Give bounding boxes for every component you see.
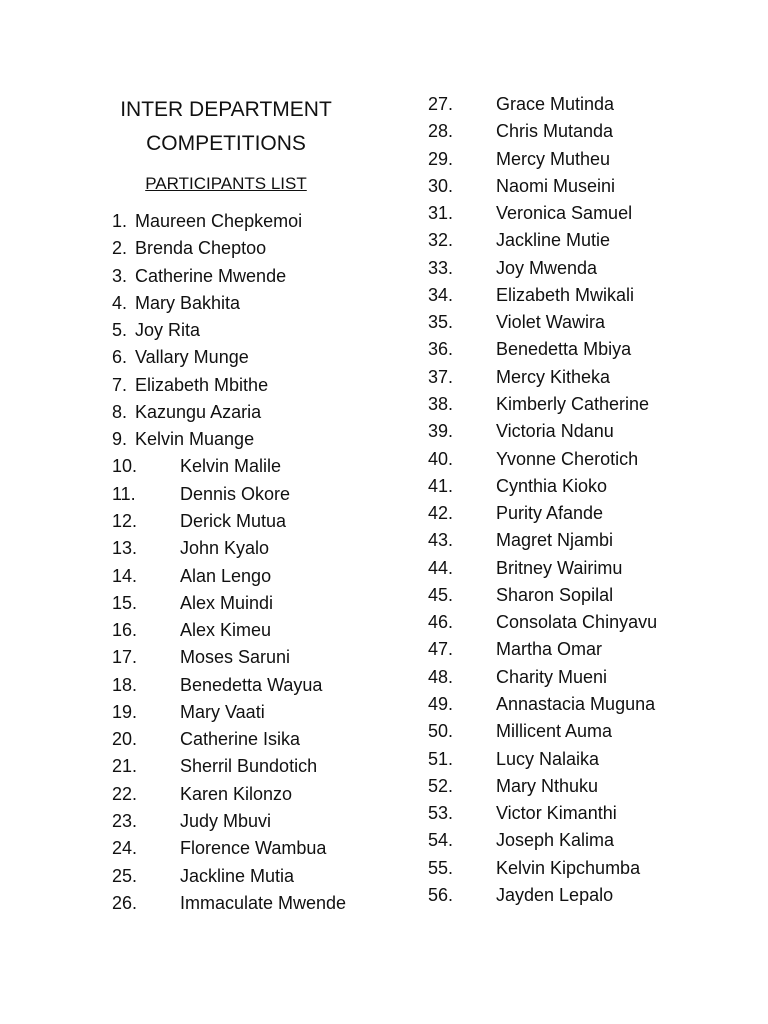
participant-name: Dennis Okore [180,483,291,504]
participant-name: Benedetta Wayua [180,674,323,695]
participant-number: 1. [112,211,128,231]
participant-name: Jackline Mutia [180,865,295,886]
participant-number: 7. [112,374,128,395]
participant-number: 16. [112,620,138,640]
participant-number: 37. [428,366,454,387]
participant-number: 46. [428,612,454,633]
participant-name: Grace Mutinda [496,94,615,114]
participant-number: 13. [112,538,138,559]
participant-number: 45. [428,584,454,605]
participant-number: 40. [428,448,454,469]
participant-number: 34. [428,284,454,305]
participants-list-heading: PARTICIPANTS LIST [145,174,307,193]
participant-name: Mary Vaati [180,701,265,722]
participant-number: 30. [428,175,454,196]
participant-name: Lucy Nalaika [496,748,600,769]
participant-name: Mary Bakhita [135,292,241,313]
participant-number: 5. [112,320,128,341]
participant-name: Magret Njambi [496,530,614,551]
participant-number: 32. [428,230,454,251]
participant-number: 2. [112,238,128,259]
participant-number: 8. [112,401,128,422]
participant-number: 14. [112,565,138,586]
participant-name: Mercy Mutheu [496,148,611,169]
participant-number: 44. [428,557,454,578]
participant-name: Sharon Sopilal [496,584,614,605]
participant-name: Joy Rita [135,320,201,341]
participant-number: 35. [428,312,454,333]
participant-number: 4. [112,292,128,313]
participant-name: Charity Mueni [496,666,608,687]
participant-name: Maureen Chepkemoi [135,211,303,231]
document-title-line1: INTER DEPARTMENT [120,98,332,121]
participant-name: Joseph Kalima [496,830,615,851]
participant-number: 43. [428,530,454,551]
participant-number: 17. [112,647,138,668]
participant-number: 41. [428,475,454,496]
participant-name: Victoria Ndanu [496,421,614,442]
participant-number: 18. [112,674,138,695]
document-title-line2: COMPETITIONS [146,132,306,155]
participant-number: 6. [112,347,128,368]
participant-number: 26. [112,892,138,913]
participant-name: Mercy Kitheka [496,366,611,387]
participant-name: Martha Omar [496,639,603,660]
participant-number: 28. [428,121,454,142]
participant-name: Alan Lengo [180,565,272,586]
participant-number: 49. [428,693,454,714]
participant-number: 54. [428,830,454,851]
participant-name: Consolata Chinyavu [496,612,658,633]
participant-number: 53. [428,803,454,823]
participant-number: 36. [428,339,454,360]
participant-name: Victor Kimanthi [496,803,617,823]
participant-name: Kelvin Malile [180,456,282,477]
participant-number: 22. [112,783,138,804]
participant-name: Derick Mutua [180,511,287,531]
participant-name: Kazungu Azaria [135,401,262,422]
participant-name: Yvonne Cherotich [496,448,639,469]
participant-name: Elizabeth Mbithe [135,374,269,395]
participant-name: Alex Muindi [180,592,274,613]
participant-name: Kimberly Catherine [496,394,650,414]
participant-name: Cynthia Kioko [496,475,608,496]
participant-name: Catherine Isika [180,729,301,750]
participant-number: 3. [112,265,128,286]
participant-number: 56. [428,884,454,905]
participant-number: 47. [428,639,454,660]
participant-name: Judy Mbuvi [180,810,272,831]
participant-number: 31. [428,203,454,224]
participant-name: Immaculate Mwende [180,892,347,913]
participant-name: Kelvin Kipchumba [496,857,641,878]
participant-name: Veronica Samuel [496,203,633,224]
participant-name: Vallary Munge [135,347,249,368]
participant-number: 48. [428,666,454,687]
participant-number: 9. [112,429,128,450]
participant-number: 19. [112,701,138,722]
participant-name: Catherine Mwende [135,265,287,286]
participant-number: 29. [428,148,454,169]
participant-number: 12. [112,511,138,531]
participant-name: Karen Kilonzo [180,783,293,804]
participant-number: 55. [428,857,454,878]
participant-name: Alex Kimeu [180,620,272,640]
participant-name: Sherril Bundotich [180,756,318,777]
participant-name: Chris Mutanda [496,121,614,142]
participant-name: Annastacia Muguna [496,693,656,714]
participant-name: Moses Saruni [180,647,291,668]
participant-name: Elizabeth Mwikali [496,284,635,305]
participant-name: Kelvin Muange [135,429,255,450]
participant-number: 42. [428,503,454,524]
participant-number: 24. [112,838,138,859]
participant-name: John Kyalo [180,538,270,559]
participant-name: Britney Wairimu [496,557,623,578]
participant-name: Mary Nthuku [496,775,599,796]
participant-number: 38. [428,394,454,414]
participant-name: Jayden Lepalo [496,884,614,905]
participant-name: Naomi Museini [496,175,616,196]
participant-name: Violet Wawira [496,312,606,333]
participant-number: 27. [428,94,454,114]
participant-name: Florence Wambua [180,838,327,859]
participant-name: Purity Afande [496,503,604,524]
participant-name: Brenda Cheptoo [135,238,267,259]
participant-number: 15. [112,592,138,613]
participant-name: Benedetta Mbiya [496,339,632,360]
participant-number: 52. [428,775,454,796]
participant-number: 23. [112,810,138,831]
participant-number: 39. [428,421,454,442]
participant-number: 25. [112,865,138,886]
participant-number: 11. [112,483,136,504]
participant-number: 20. [112,729,138,750]
participant-number: 51. [428,748,454,769]
participant-number: 10. [112,456,138,477]
participant-number: 50. [428,721,454,742]
participant-number: 21. [112,756,138,777]
participant-number: 33. [428,257,454,278]
participant-name: Millicent Auma [496,721,613,742]
participant-name: Jackline Mutie [496,230,611,251]
participant-name: Joy Mwenda [496,257,598,278]
